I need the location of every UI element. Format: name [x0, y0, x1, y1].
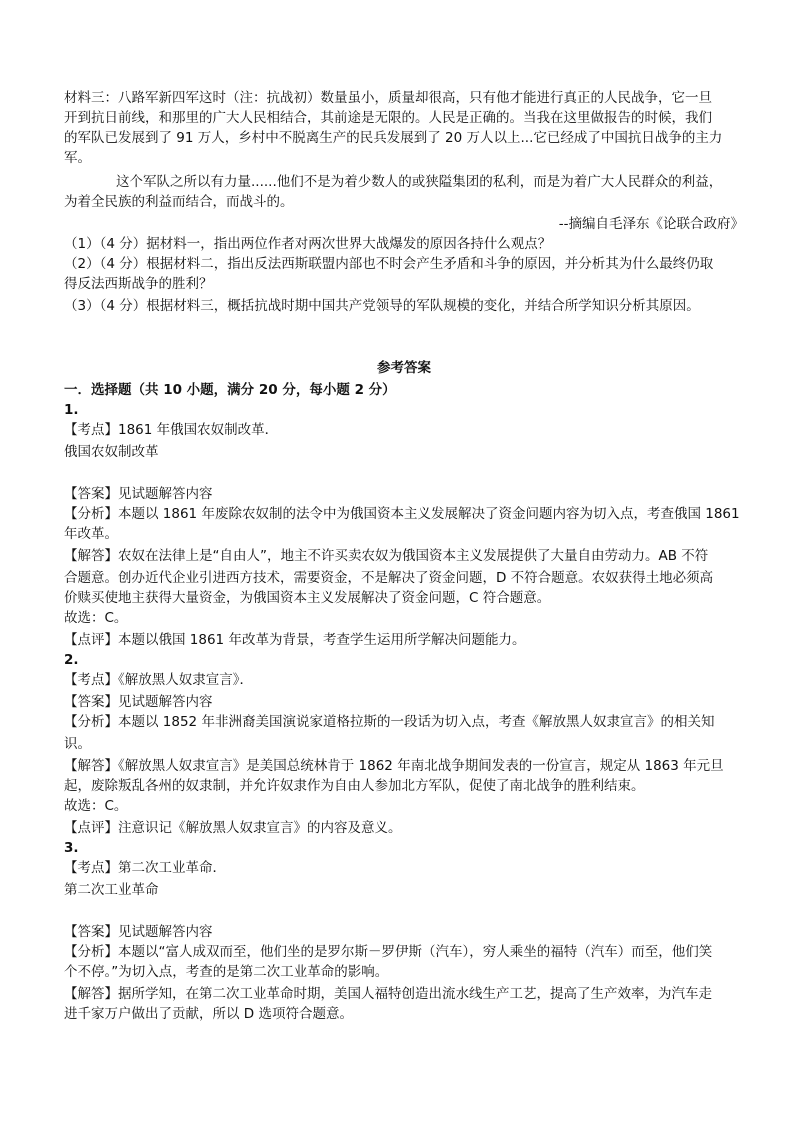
answers-title: 参考答案	[377, 360, 431, 376]
solution-line: 进千家万户做出了贡献，所以 D 选项符合题意。	[64, 1006, 353, 1022]
solution-line: 合题意。创办近代企业引进西方技术，需要资金，不是解决了资金问题，D 不符合题意。农奴获得土地必须高	[64, 570, 714, 586]
kaodian: 【考点】1861 年俄国农奴制改革．	[64, 422, 279, 438]
question-line: （2）（4 分）根据材料二，指出反法西斯联盟内部也不时会产生矛盾和斗争的原因，并分析其为什么最终仍取	[64, 256, 714, 272]
choice-result: 故选：C。	[64, 798, 128, 814]
material3-para2-line: 为着全民族的利益而结合，而战斗的。	[64, 194, 294, 210]
solution-line: 起，废除叛乱各州的奴隶制，并允许奴隶作为自由人参加北方军队，促使了南北战争的胜利结束。	[64, 778, 645, 794]
kaodian: 【考点】《解放黑人奴隶宣言》．	[64, 672, 253, 688]
answer-number: 3.	[64, 840, 79, 856]
kaodian-sub: 俄国农奴制改革	[64, 444, 159, 460]
solution-line: 【解答】据所学知，在第二次工业革命时期，美国人福特创造出流水线生产工艺，提高了生产效率，为汽车走	[64, 986, 712, 1002]
kaodian-sub: 第二次工业革命	[64, 882, 159, 898]
section-heading: 一．选择题（共 10 小题，满分 20 分，每小题 2 分）	[64, 382, 396, 398]
comment: 【点评】注意识记《解放黑人奴隶宣言》的内容及意义。	[64, 820, 402, 836]
question-line: （3）（4 分）根据材料三，概括抗战时期中国共产党领导的军队规模的变化，并结合所学知识分析其原因。	[64, 298, 700, 314]
answer-label: 【答案】见试题解答内容	[64, 694, 213, 710]
analysis-line: 【分析】本题以 1861 年废除农奴制的法令中为俄国资本主义发展解决了资金问题内容为切入点，考查俄国 1861	[64, 506, 740, 522]
material3-line: 开到抗日前线，和那里的广大人民相结合，其前途是无限的。人民是正确的。当我在这里做报告的时候，我们	[64, 110, 712, 126]
material3-line: 材料三：八路军新四军这时（注：抗战初）数量虽小，质量却很高，只有他才能进行真正的人民战争，它一旦	[64, 90, 712, 106]
material3-para2-line: 这个军队之所以有力量......他们不是为着少数人的或狭隘集团的私利，而是为着广大人民群众的利益，	[116, 174, 723, 190]
answer-label: 【答案】见试题解答内容	[64, 486, 213, 502]
answer-number: 2.	[64, 652, 79, 668]
solution-line: 【解答】《解放黑人奴隶宣言》是美国总统林肯于 1862 年南北战争期间发表的一份宣言，规定从 1863 年元旦	[64, 758, 724, 774]
solution-line: 【解答】农奴在法律上是“自由人”，地主不许买卖农奴为俄国资本主义发展提供了大量自由劳动力。AB 不符	[64, 548, 709, 564]
analysis-line: 个不停。”为切入点，考查的是第二次工业革命的影响。	[64, 964, 389, 980]
material3-line: 军。	[64, 150, 91, 166]
answer-label: 【答案】见试题解答内容	[64, 924, 213, 940]
solution-line: 价赎买使地主获得大量资金，为俄国资本主义发展解决了资金问题，C 符合题意。	[64, 590, 551, 606]
analysis-line: 【分析】本题以 1852 年非洲裔美国演说家道格拉斯的一段话为切入点，考查《解放黑人奴隶宣言》的相关知	[64, 714, 715, 730]
analysis-line: 【分析】本题以“富人成双而至，他们坐的是罗尔斯－罗伊斯（汽车），穷人乘坐的福特（汽车）而至，他们笑	[64, 944, 713, 960]
question-line: 得反法西斯战争的胜利？	[64, 276, 213, 292]
material3-source: --摘编自毛泽东《论联合政府》	[558, 216, 744, 232]
kaodian: 【考点】第二次工业革命．	[64, 860, 226, 876]
material3-line: 的军队已发展到了 91 万人，乡村中不脱离生产的民兵发展到了 20 万人以上...它已经成了中国抗日战争的主力	[64, 130, 723, 146]
analysis-line: 识。	[64, 736, 91, 752]
question-line: （1）（4 分）据材料一，指出两位作者对两次世界大战爆发的原因各持什么观点？	[64, 236, 552, 252]
choice-result: 故选：C。	[64, 610, 128, 626]
comment: 【点评】本题以俄国 1861 年改革为背景，考查学生运用所学解决问题能力。	[64, 632, 526, 648]
answer-number: 1.	[64, 402, 79, 418]
analysis-line: 年改革。	[64, 526, 118, 542]
